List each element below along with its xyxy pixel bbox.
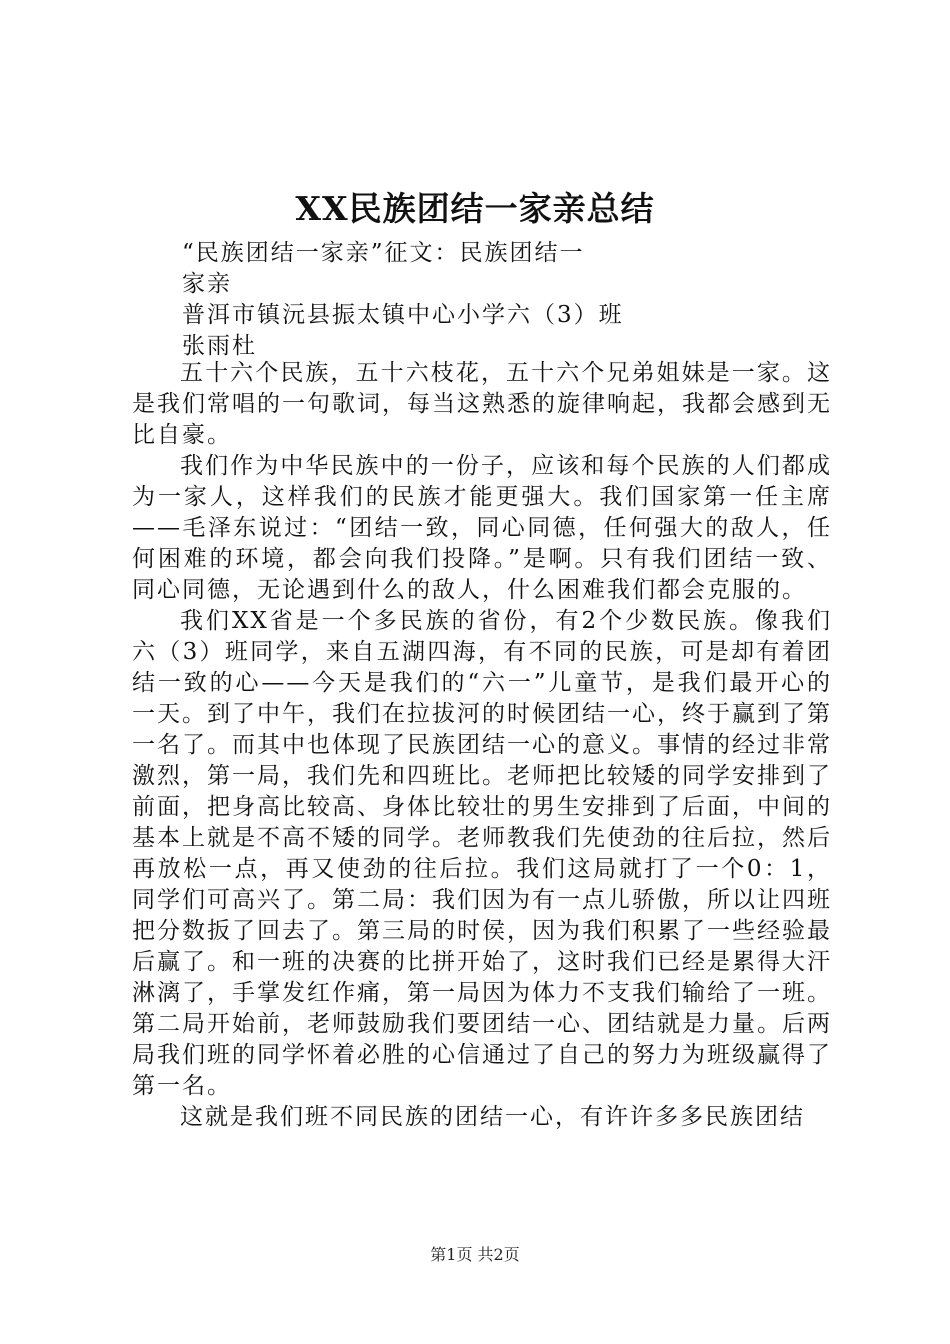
document-body xyxy=(132,358,832,1133)
meta-line-essay-title-2: 家亲 xyxy=(182,271,232,297)
meta-line-school: 普洱市镇沅县振太镇中心小学六（3）班 xyxy=(182,302,624,328)
document-meta xyxy=(182,238,842,362)
paragraph-4: 这就是我们班不同民族的团结一心，有许许多多民族团结 xyxy=(180,1104,805,1130)
paragraph-3: 我们XX省是一个多民族的省份，有2个少数民族。像我们六（3）班同学，来自五湖四海，有不同的民族，可是却有着团结一致的心——今天是我们的“六一”儿童节，是我们最开心的一天。到了中午，我们在拉拔河的时候团结一心，终于赢到了第一名了。而其中也体现了民族团结一心的意义。事情的经过非常激烈，第一局，我们先和四班比。老师把比较矮的同学安排到了前面，把身高比较高、身体比较壮的男生安排到了后面，中间的基本上就是不高不矮的同学。老师教我们先使劲的往后拉，然后再放松一点，再又使劲的往后拉。我们这局就打了一个0：1，同学们可高兴了。第二局：我们因为有一点儿骄傲，所以让四班把分数扳了回去了。第三局的时侯，因为我们积累了一些经验最后赢了。和一班的决赛的比拼开始了，这时我们已经是累得大汗淋漓了，手掌发红作痛，第一局因为体力不支我们输给了一班。第二局开始前，老师鼓励我们要团结一心、团结就是力量。后两局我们班的同学怀着必胜的心信通过了自己的努力为班级赢得了第一名。 xyxy=(132,608,832,1099)
paragraph-1: 五十六个民族，五十六枝花，五十六个兄弟姐妹是一家。这是我们常唱的一句歌词，每当这熟悉的旋律响起，我都会感到无比自豪。 xyxy=(132,360,832,448)
meta-line-essay-title-1: “民族团结一家亲”征文：民族团结一 xyxy=(182,240,585,266)
meta-line-author: 张雨杜 xyxy=(182,333,257,359)
page-footer: 第1页 共2页 xyxy=(430,1245,520,1264)
document-title: XX民族团结一家亲总结 xyxy=(295,189,655,228)
paragraph-2: 我们作为中华民族中的一份子，应该和每个民族的人们都成为一家人，这样我们的民族才能更强大。我们国家第一任主席——毛泽东说过：“团结一致，同心同德，任何强大的敌人，任何困难的环境，都会向我们投降。”是啊。只有我们团结一致、同心同德，无论遇到什么的敌人，什么困难我们都会克服的。 xyxy=(132,453,832,603)
